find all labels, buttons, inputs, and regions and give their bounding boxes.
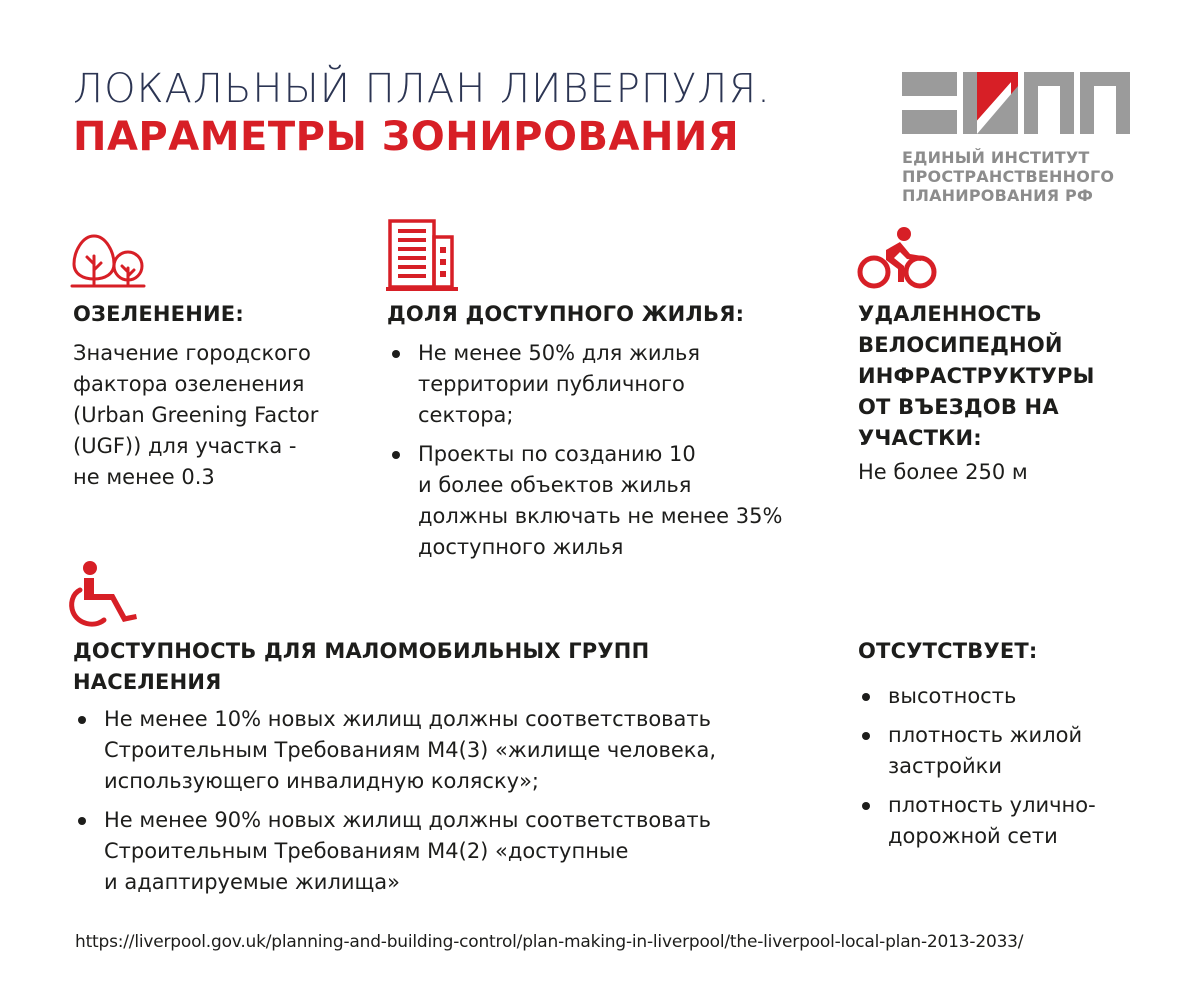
list-item (388, 338, 848, 431)
housing-heading: ДОЛЯ ДОСТУПНОГО ЖИЛЬЯ: (387, 302, 745, 326)
list-item (74, 805, 834, 898)
logo-text-line: ПРОСТРАНСТВЕННОГО (902, 167, 1115, 186)
greening-text-line: фактора озеленения (73, 372, 305, 396)
absent-bullet-line: высотность (888, 684, 1017, 708)
greening-text (73, 338, 318, 493)
accessibility-bullets (74, 704, 834, 906)
cycling-heading-line: ВЕЛОСИПЕДНОЙ (858, 333, 1063, 357)
housing-bullet-line: сектора; (418, 403, 514, 427)
cycling-heading-line: УЧАСТКИ: (858, 426, 982, 450)
housing-bullet-line: Проекты по созданию 10 (418, 442, 696, 466)
absent-bullet-line: дорожной сети (888, 824, 1058, 848)
accessibility-heading-line: ДОСТУПНОСТЬ ДЛЯ МАЛОМОБИЛЬНЫХ ГРУПП (73, 639, 650, 663)
greening-text-line: (Urban Greening Factor (73, 403, 319, 427)
absent-bullets (858, 681, 1158, 860)
absent-heading: ОТСУТСТВУЕТ: (858, 639, 1038, 663)
absent-bullet-line: плотность улично- (888, 793, 1096, 817)
absent-bullet-line: застройки (888, 754, 1002, 778)
list-item (74, 704, 834, 797)
cycling-heading-line: УДАЛЕННОСТЬ (858, 302, 1042, 326)
cycling-heading (858, 299, 1095, 454)
accessibility-bullet-line: Строительным Требованиям M4(2) «доступные (104, 839, 629, 863)
list-item (388, 439, 848, 563)
list-item (858, 720, 1158, 782)
list-item (858, 681, 1158, 712)
cycling-heading-line: ИНФРАСТРУКТУРЫ (858, 364, 1095, 388)
housing-bullet-line: и более объектов жилья (418, 473, 692, 497)
greening-text-line: Значение городского (73, 341, 311, 365)
cycling-heading-line: ОТ ВЪЕЗДОВ НА (858, 395, 1059, 419)
greening-text-line: не менее 0.3 (73, 465, 215, 489)
housing-bullet-line: территории публичного (418, 372, 685, 396)
accessibility-bullet-line: Строительным Требованиям M4(3) «жилище человека, (104, 738, 717, 762)
logo-text-line: ЕДИНЫЙ ИНСТИТУТ (902, 148, 1090, 167)
trees-icon (70, 232, 146, 290)
building-icon (386, 219, 458, 291)
logo-text (902, 148, 1162, 205)
greening-heading: ОЗЕЛЕНЕНИЕ: (73, 302, 244, 326)
accessibility-heading-line: НАСЕЛЕНИЯ (73, 670, 222, 694)
bicycle-icon (856, 226, 938, 290)
housing-bullet-line: Не менее 50% для жилья (418, 341, 700, 365)
housing-bullet-line: должны включать не менее 35% (418, 504, 783, 528)
source-link[interactable]: https://liverpool.gov.uk/planning-and-building-control/plan-making-in-liverpool/the-liverpool-local-plan-2013-2033/ (75, 932, 1024, 952)
list-item (858, 790, 1158, 852)
housing-bullets (388, 338, 848, 571)
accessibility-bullet-line: Не менее 10% новых жилищ должны соответствовать (104, 707, 712, 731)
accessibility-bullet-line: и адаптируемые жилища» (104, 870, 401, 894)
housing-bullet-line: доступного жилья (418, 535, 624, 559)
cycling-value: Не более 250 м (858, 460, 1028, 484)
wheelchair-icon (68, 560, 140, 630)
accessibility-bullet-line: использующего инвалидную коляску»; (104, 769, 539, 793)
accessibility-heading (73, 636, 649, 698)
title-line-2: ПАРАМЕТРЫ ЗОНИРОВАНИЯ (73, 114, 740, 160)
greening-text-line: (UGF)) для участка - (73, 434, 297, 458)
logo-mark-icon (902, 72, 1130, 134)
title-line-1: ЛОКАЛЬНЫЙ ПЛАН ЛИВЕРПУЛЯ. (73, 66, 771, 112)
logo-text-line: ПЛАНИРОВАНИЯ РФ (902, 186, 1094, 205)
accessibility-bullet-line: Не менее 90% новых жилищ должны соответствовать (104, 808, 712, 832)
absent-bullet-line: плотность жилой (888, 723, 1083, 747)
